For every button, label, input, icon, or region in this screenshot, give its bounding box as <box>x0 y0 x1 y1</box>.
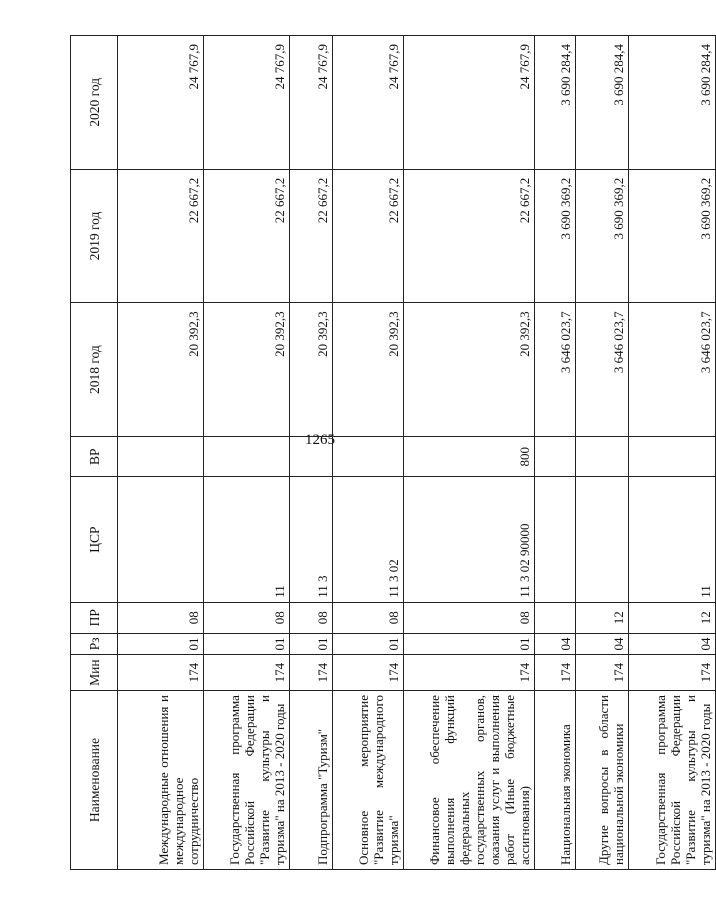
row-min: 174 <box>204 655 290 691</box>
row-csr <box>576 477 629 602</box>
row-min: 174 <box>576 655 629 691</box>
table-row <box>576 36 629 870</box>
page-number: 1265 <box>305 432 335 448</box>
row-pr <box>535 602 576 633</box>
row-rz: 04 <box>629 633 716 654</box>
row-rz: 01 <box>290 633 333 654</box>
row-rz: 01 <box>118 633 204 654</box>
row-2020: 24 767,9 <box>404 36 535 170</box>
row-2019: 3 690 369,2 <box>535 169 576 303</box>
row-name: Государственная программа Российской Федерации "Развитие культуры и туризма" на 2013 - 2020 годы <box>629 691 716 870</box>
row-2018: 20 392,3 <box>333 303 404 437</box>
row-vr <box>333 436 404 477</box>
row-name: Подпрограмма "Туризм" <box>290 691 333 870</box>
row-rz: 01 <box>333 633 404 654</box>
row-2019: 22 667,2 <box>333 169 404 303</box>
header-vr: ВР <box>71 436 118 477</box>
header-csr: ЦСР <box>71 477 118 602</box>
row-pr: 08 <box>118 602 204 633</box>
row-2020: 24 767,9 <box>290 36 333 170</box>
row-2018: 3 646 023,7 <box>629 303 716 437</box>
rotated-table-container <box>70 35 713 870</box>
row-rz: 01 <box>404 633 535 654</box>
table-row <box>118 36 204 870</box>
row-min: 174 <box>404 655 535 691</box>
table-row <box>290 36 333 870</box>
row-vr <box>290 436 333 477</box>
row-min: 174 <box>290 655 333 691</box>
row-name: Основное мероприятие "Развитие международного туризма" <box>333 691 404 870</box>
row-name: Финансовое обеспечение выполнения функций федеральных государственных органов, оказания услуг и выполнения работ (Иные бюджетные ассигнования) <box>404 691 535 870</box>
row-2018: 3 646 023,7 <box>576 303 629 437</box>
row-pr: 08 <box>204 602 290 633</box>
row-2020: 3 690 284,4 <box>535 36 576 170</box>
row-min: 174 <box>629 655 716 691</box>
row-pr: 12 <box>629 602 716 633</box>
row-2019: 3 690 369,2 <box>629 169 716 303</box>
row-csr: 11 3 <box>290 477 333 602</box>
table-row <box>333 36 404 870</box>
row-csr <box>118 477 204 602</box>
row-csr <box>535 477 576 602</box>
row-2020: 24 767,9 <box>118 36 204 170</box>
row-min: 174 <box>535 655 576 691</box>
table-row <box>629 36 716 870</box>
row-2018: 20 392,3 <box>118 303 204 437</box>
row-2018: 20 392,3 <box>404 303 535 437</box>
row-2018: 20 392,3 <box>204 303 290 437</box>
row-name: Государственная программа Российской Федерации "Развитие культуры и туризма" на 2013 - 2020 годы <box>204 691 290 870</box>
row-2020: 3 690 284,4 <box>576 36 629 170</box>
row-csr: 11 3 02 90000 <box>404 477 535 602</box>
table-row <box>204 36 290 870</box>
row-pr: 12 <box>576 602 629 633</box>
header-2019: 2019 год <box>71 169 118 303</box>
row-vr <box>118 436 204 477</box>
header-pr: ПР <box>71 602 118 633</box>
table-row <box>535 36 576 870</box>
header-2020: 2020 год <box>71 36 118 170</box>
header-min: Мин <box>71 655 118 691</box>
row-rz: 04 <box>535 633 576 654</box>
row-csr: 11 3 02 <box>333 477 404 602</box>
row-csr: 11 <box>629 477 716 602</box>
row-rz: 04 <box>576 633 629 654</box>
row-2018: 3 646 023,7 <box>535 303 576 437</box>
row-2020: 24 767,9 <box>333 36 404 170</box>
row-2020: 3 690 284,4 <box>629 36 716 170</box>
header-name: Наименование <box>71 691 118 870</box>
row-vr <box>629 436 716 477</box>
row-pr: 08 <box>290 602 333 633</box>
row-csr: 11 <box>204 477 290 602</box>
row-2019: 22 667,2 <box>118 169 204 303</box>
row-2019: 22 667,2 <box>290 169 333 303</box>
row-rz: 01 <box>204 633 290 654</box>
row-2019: 22 667,2 <box>204 169 290 303</box>
header-rz: Рз <box>71 633 118 654</box>
row-name: Национальная экономика <box>535 691 576 870</box>
row-vr: 800 <box>404 436 535 477</box>
header-row <box>71 36 118 870</box>
row-2018: 20 392,3 <box>290 303 333 437</box>
table-row <box>404 36 535 870</box>
row-pr: 08 <box>404 602 535 633</box>
row-2019: 3 690 369,2 <box>576 169 629 303</box>
row-vr <box>576 436 629 477</box>
row-name: Международные отношения и международное сотрудничество <box>118 691 204 870</box>
row-vr <box>535 436 576 477</box>
budget-table <box>70 35 716 870</box>
row-2020: 24 767,9 <box>204 36 290 170</box>
row-name: Другие вопросы в области национальной экономики <box>576 691 629 870</box>
row-min: 174 <box>333 655 404 691</box>
row-pr: 08 <box>333 602 404 633</box>
row-min: 174 <box>118 655 204 691</box>
header-2018: 2018 год <box>71 303 118 437</box>
row-vr <box>204 436 290 477</box>
row-2019: 22 667,2 <box>404 169 535 303</box>
